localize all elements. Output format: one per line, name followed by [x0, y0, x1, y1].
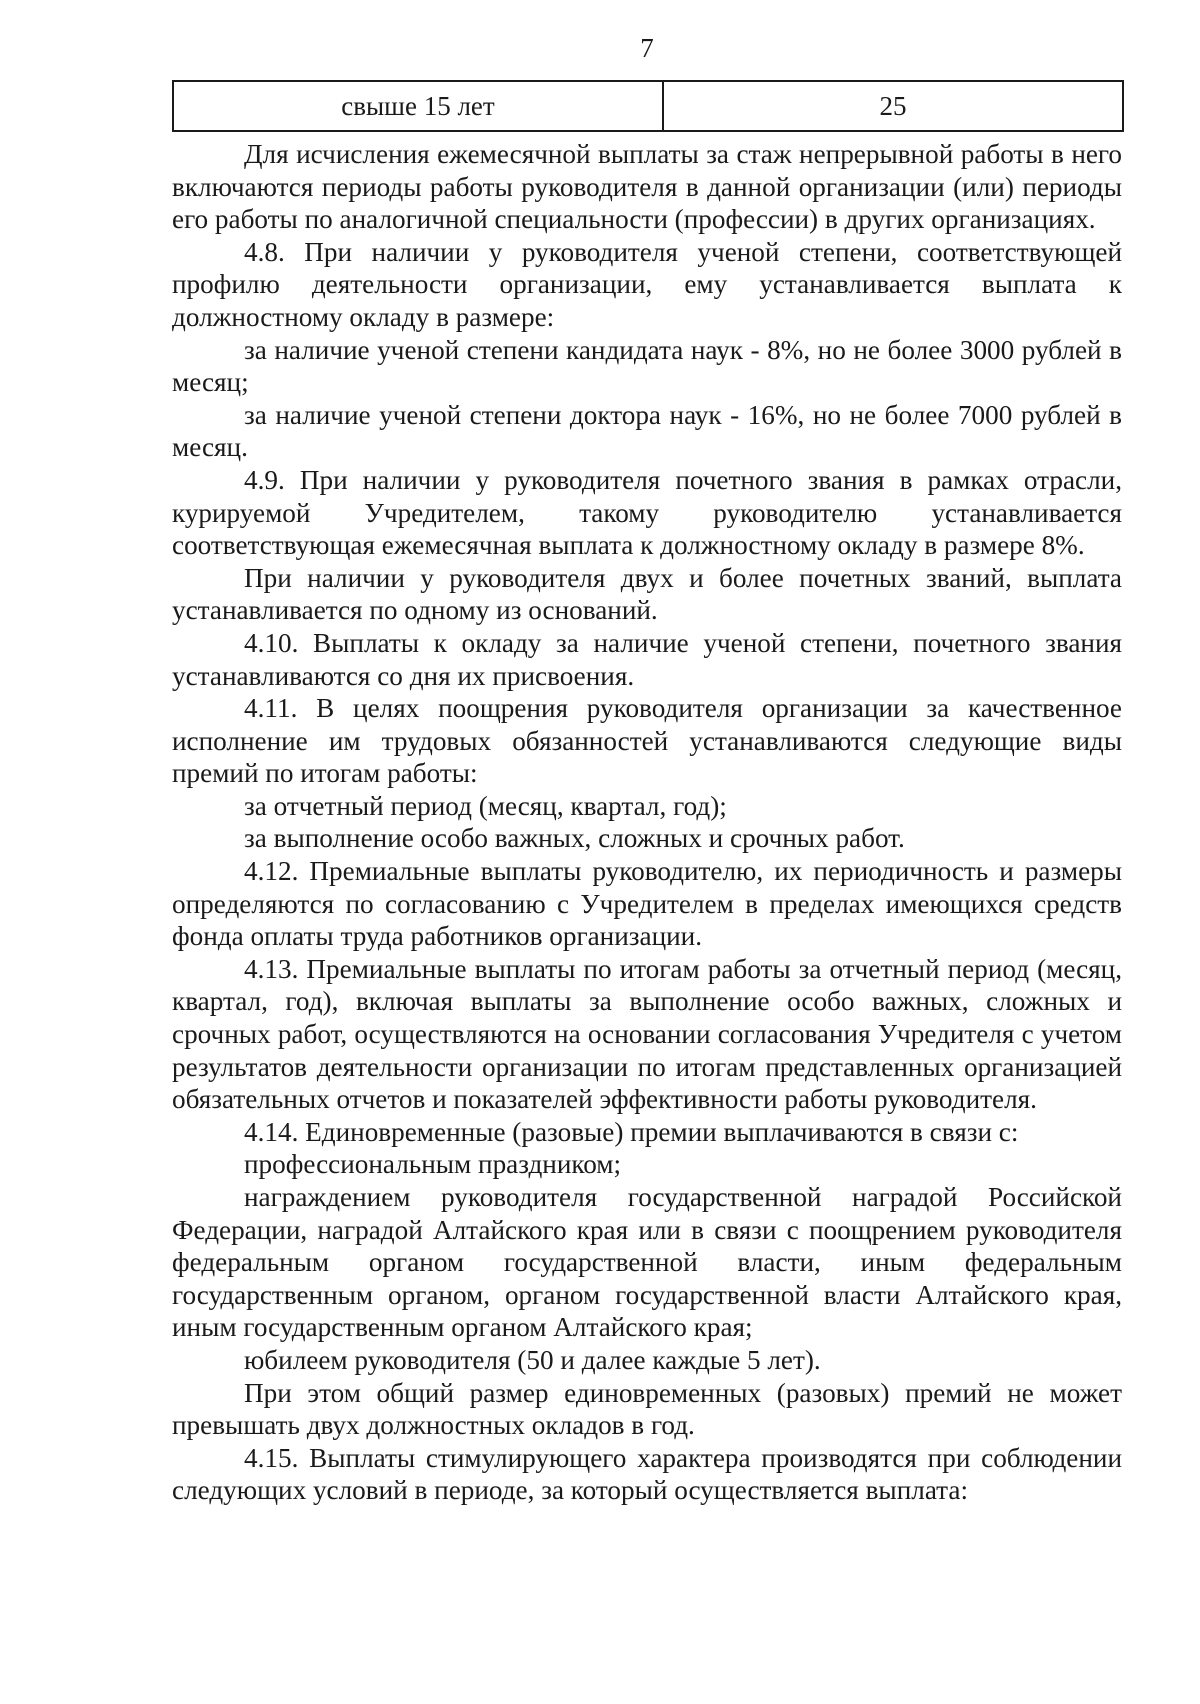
- paragraph-important-work: за выполнение особо важных, сложных и срочных работ.: [244, 823, 905, 854]
- paragraph-seniority-periods: Для исчисления ежемесячной выплаты за стаж непрерывной работы в него включаются периоды работы руководителя в данной организации (или) периоды его работы по аналогичной специальности (профессии) в других организациях.: [172, 139, 1122, 235]
- document-page: [172, 28, 1122, 1507]
- paragraph-4-9: 4.9. При наличии у руководителя почетного звания в рамках отрасли, курируемой Учредителем, такому руководителю устанавливается соответствующая ежемесячная выплата к должностному окладу в размере 8%.: [172, 464, 1122, 561]
- page-number: 7: [640, 33, 654, 63]
- paragraph-4-10: 4.10. Выплаты к окладу за наличие ученой степени, почетного звания устанавливаются со дня их присвоения.: [172, 627, 1122, 691]
- paragraph-candidate-degree: за наличие ученой степени кандидата наук - 8%, но не более 3000 рублей в месяц;: [172, 334, 1122, 398]
- paragraph-4-15: 4.15. Выплаты стимулирующего характера производятся при соблюдении следующих условий в периоде, за который осуществляется выплата:: [172, 1442, 1122, 1506]
- document-body: [172, 138, 1122, 1507]
- paragraph-4-8: 4.8. При наличии у руководителя ученой степени, соответствующей профилю деятельности организации, ему устанавливается выплата к должностному окладу в размере:: [172, 236, 1122, 332]
- paragraph-two-titles: При наличии у руководителя двух и более почетных званий, выплата устанавливается по одному из оснований.: [172, 562, 1122, 626]
- paragraph-professional-holiday: профессиональным праздником;: [244, 1149, 622, 1180]
- paragraph-4-13: 4.13. Премиальные выплаты по итогам работы за отчетный период (месяц, квартал, год), включая выплаты за выполнение особо важных, сложных и срочных работ, осуществляются на основании согласования Учредителя с учетом результатов деятельности организации по итогам представленных организацией обязательных отчетов и показателей эффективности работы руководителя.: [172, 953, 1122, 1115]
- seniority-table-row: [172, 80, 1124, 132]
- paragraph-anniversary: юбилеем руководителя (50 и далее каждые 5 лет).: [244, 1344, 821, 1375]
- paragraph-bonus-limit: При этом общий размер единовременных (разовых) премий не может превышать двух должностных окладов в год.: [172, 1377, 1122, 1441]
- table-cell-percent: 25: [879, 90, 907, 121]
- paragraph-4-12: 4.12. Премиальные выплаты руководителю, их периодичность и размеры определяются по согласованию с Учредителем в пределах имеющихся средств фонда оплаты труда работников организации.: [172, 856, 1122, 952]
- paragraph-4-14: 4.14. Единовременные (разовые) премии выплачиваются в связи с:: [244, 1116, 1019, 1147]
- paragraph-4-11: 4.11. В целях поощрения руководителя организации за качественное исполнение им трудовых обязанностей устанавливаются следующие виды премий по итогам работы:: [172, 693, 1122, 789]
- paragraph-doctor-degree: за наличие ученой степени доктора наук - 16%, но не более 7000 рублей в месяц.: [172, 399, 1122, 463]
- paragraph-state-award: награждением руководителя государственной наградой Российской Федерации, наградой Алтайского края или в связи с поощрением руководителя федеральным органом государственной власти, иным федеральным государственным органом, органом государственной власти Алтайского края, иным государственным органом Алтайского края;: [172, 1182, 1122, 1343]
- table-cell-period: свыше 15 лет: [174, 82, 664, 130]
- paragraph-reporting-period: за отчетный период (месяц, квартал, год);: [244, 790, 727, 821]
